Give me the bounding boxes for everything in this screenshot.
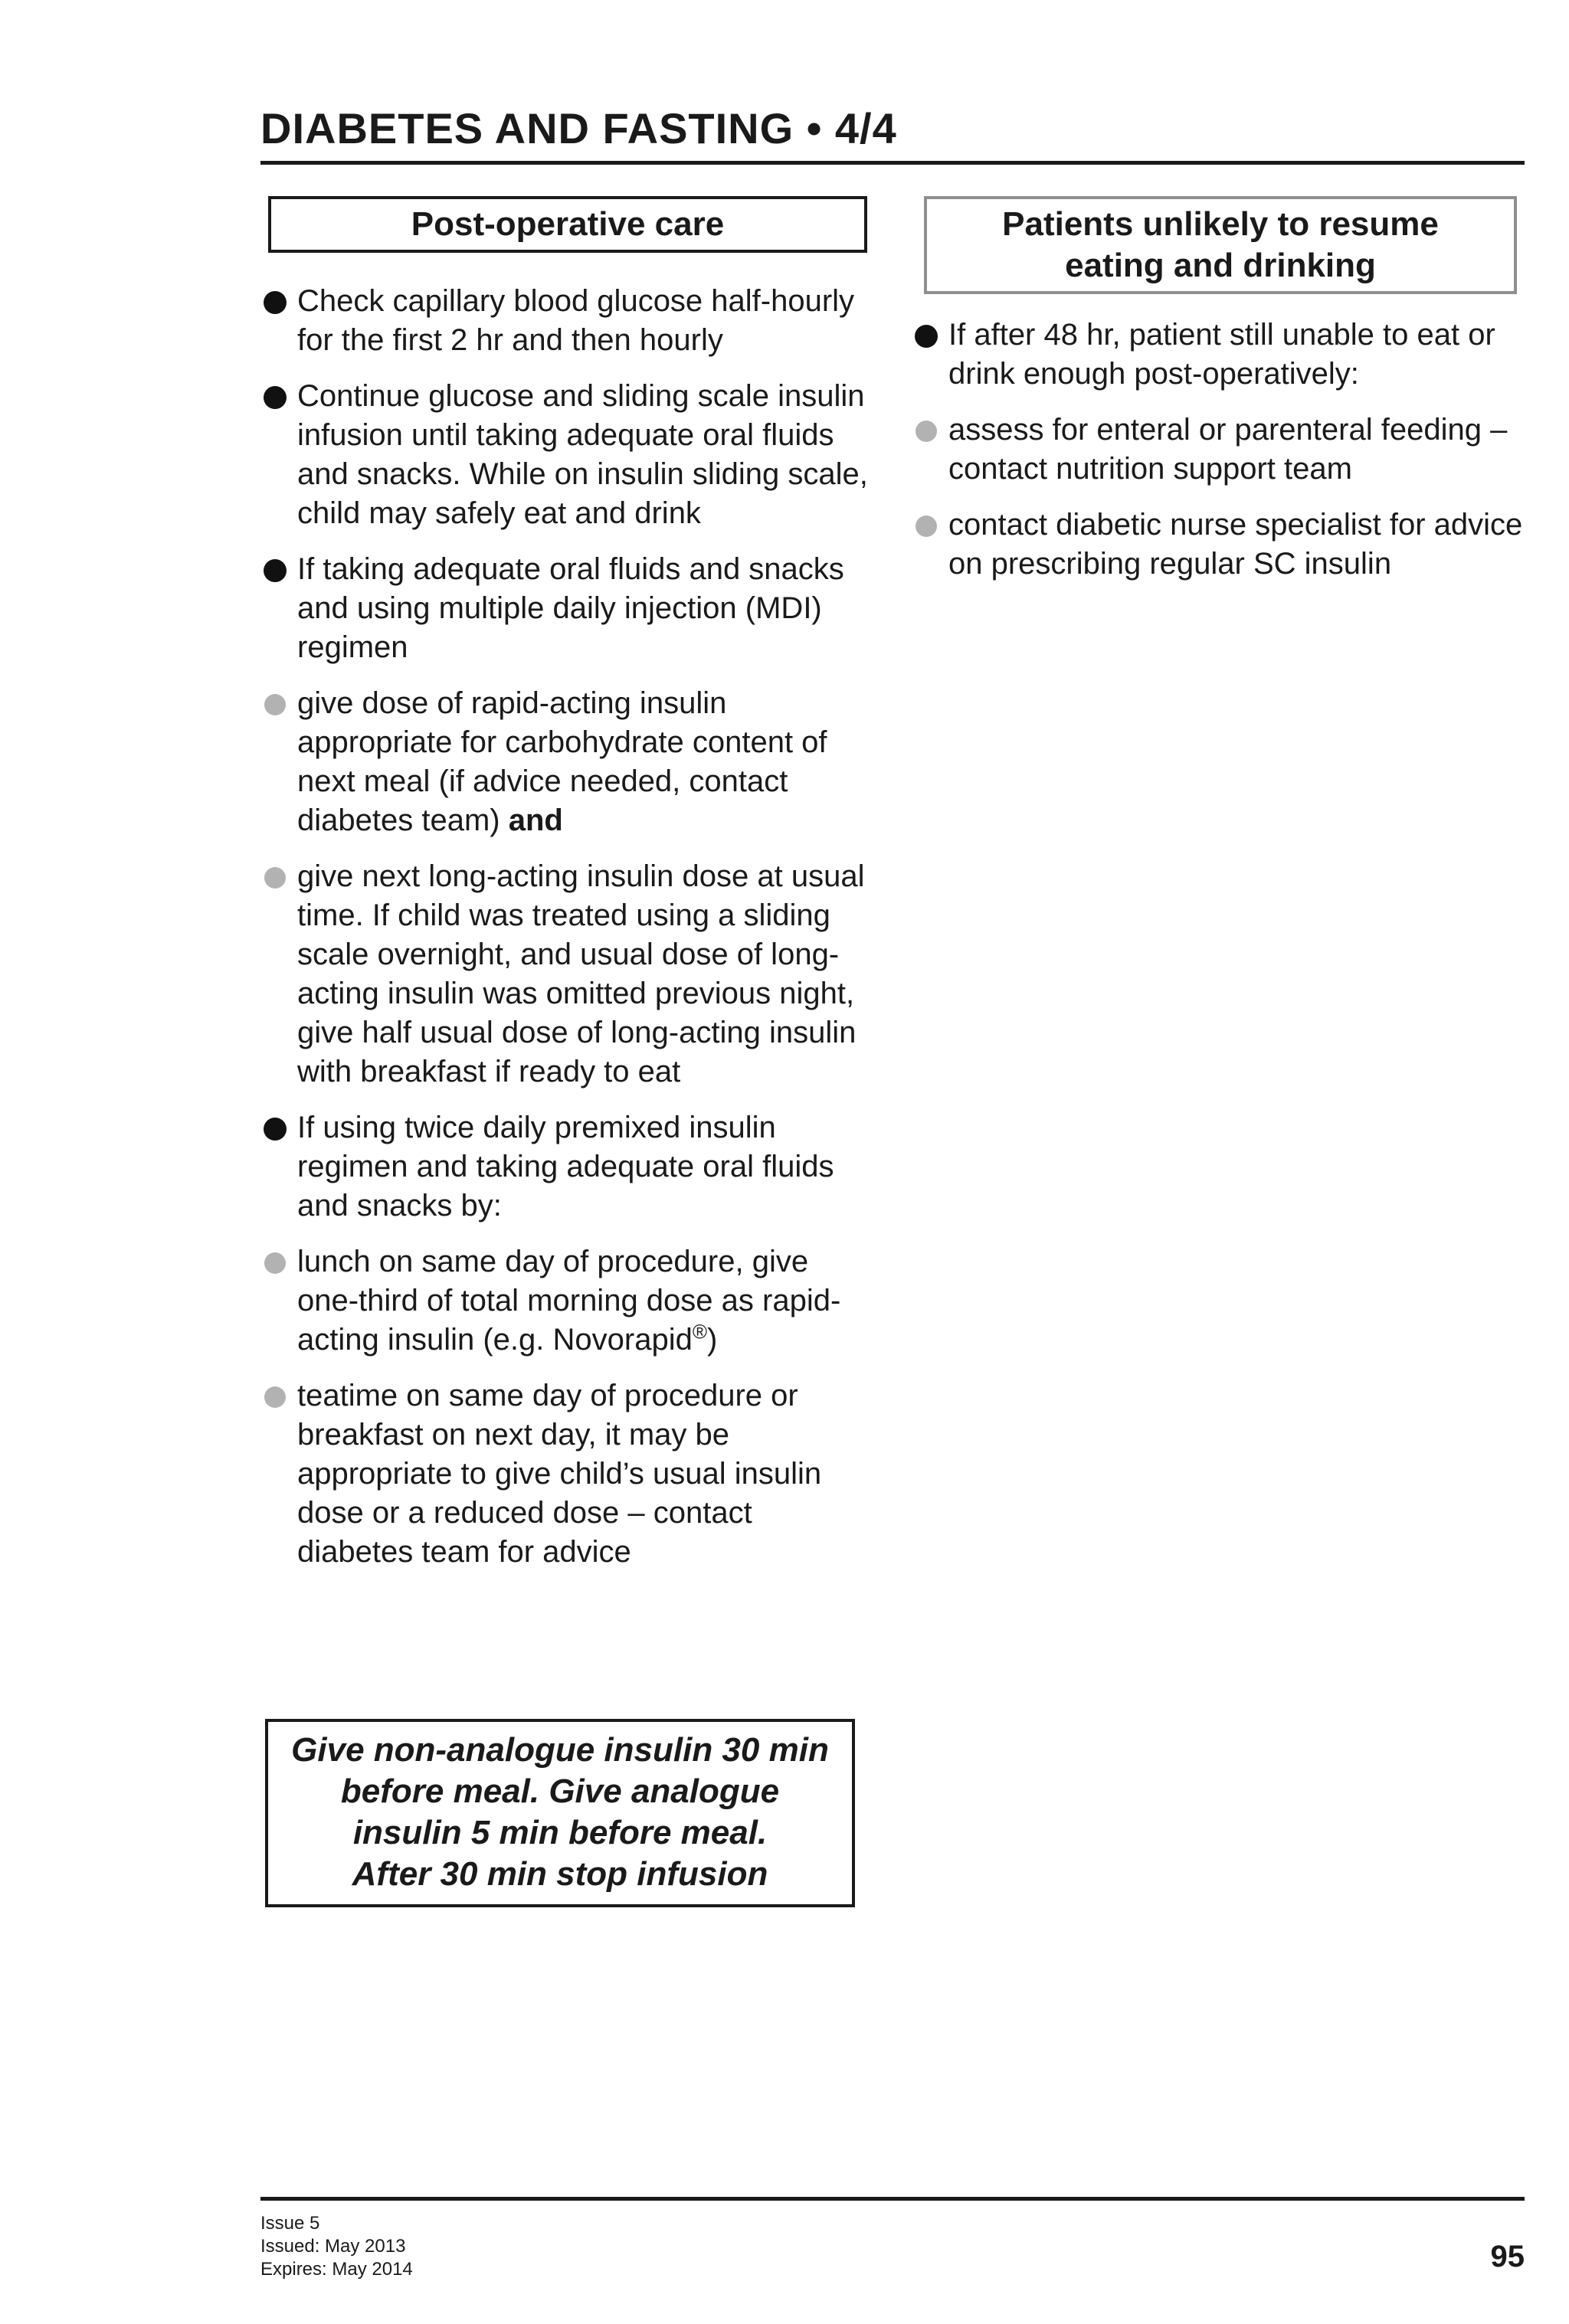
list-item-emphasis: and [508, 804, 563, 837]
page-title: DIABETES AND FASTING • 4/4 [260, 104, 897, 152]
list-item-text: give next long-acting insulin dose at usual time. If child was treated using a sliding scale overnight, and usual dose of long-acting insulin was omitted previous night, give half usual dose of long-acting insulin with breakfast if ready to eat [297, 859, 865, 1088]
list-item-text: If after 48 hr, patient still unable to eat or drink enough post-operatively: [948, 318, 1495, 391]
header-rule [260, 161, 1525, 165]
footer-rule [260, 2197, 1525, 2201]
heading-line: eating and drinking [1065, 247, 1376, 284]
list-item [260, 1376, 873, 1572]
black-bullet-icon [264, 559, 287, 582]
list-item-text: Continue glucose and sliding scale insulin infusion until taking adequate oral fluids and snacks. While on insulin sliding scale, child may safely eat and drink [297, 379, 868, 530]
list-item-text: If taking adequate oral fluids and snacks and using multiple daily injection (MDI) regimen [297, 552, 844, 664]
grey-bullet-icon [916, 421, 937, 442]
list-item [912, 506, 1525, 584]
grey-bullet-icon [264, 694, 286, 715]
black-bullet-icon [264, 386, 287, 409]
list-item-text: give dose of rapid-acting insulin appropriate for carbohydrate content of next meal (if advice needed, contact diabetes team) [297, 686, 827, 837]
list-item [260, 1108, 873, 1226]
post-operative-care-list [260, 282, 873, 1572]
note-line: insulin 5 min before meal. [352, 1814, 768, 1851]
black-bullet-icon [264, 1118, 287, 1141]
page-number: 95 [1490, 2240, 1525, 2273]
unlikely-to-resume-section [912, 196, 1525, 601]
list-item [260, 282, 873, 360]
unlikely-to-resume-list [912, 316, 1525, 584]
post-operative-care-heading: Post-operative care [268, 196, 867, 253]
list-item [260, 550, 873, 667]
list-item-text-tail: ) [707, 1323, 718, 1357]
list-item-text: assess for enteral or parenteral feeding – contact nutrition support team [948, 413, 1508, 486]
footer-info [260, 2212, 413, 2281]
black-bullet-icon [264, 291, 287, 314]
grey-bullet-icon [264, 867, 286, 889]
grey-bullet-icon [264, 1386, 286, 1408]
list-item [260, 1242, 873, 1360]
list-item-text: contact diabetic nurse specialist for advice on prescribing regular SC insulin [948, 508, 1523, 581]
black-bullet-icon [915, 325, 938, 348]
list-item-text: If using twice daily premixed insulin regimen and taking adequate oral fluids and snacks by: [297, 1111, 834, 1223]
list-item-text: teatime on same day of procedure or breakfast on next day, it may be appropriate to give child’s usual insulin dose or a reduced dose – contact diabetes team for advice [297, 1379, 822, 1569]
unlikely-to-resume-heading [924, 196, 1517, 294]
registered-mark: ® [692, 1320, 708, 1344]
grey-bullet-icon [916, 516, 937, 537]
expiry-date: Expires: May 2014 [260, 2259, 413, 2280]
note-line: After 30 min stop infusion [352, 1855, 768, 1893]
post-operative-care-section [260, 196, 873, 1589]
list-item [912, 316, 1525, 394]
issue-number: Issue 5 [260, 2213, 320, 2234]
list-item [260, 377, 873, 533]
issued-date: Issued: May 2013 [260, 2236, 406, 2257]
list-item [260, 684, 873, 840]
list-item-text: lunch on same day of procedure, give one-third of total morning dose as rapid-acting insulin (e.g. Novorapid [297, 1245, 841, 1357]
heading-line: Patients unlikely to resume [1002, 205, 1439, 243]
list-item-text: Check capillary blood glucose half-hourly for the first 2 hr and then hourly [297, 284, 855, 357]
note-line: before meal. Give analogue [340, 1772, 780, 1810]
list-item [260, 857, 873, 1092]
note-line: Give non-analogue insulin 30 min [291, 1731, 829, 1769]
list-item [912, 411, 1525, 489]
grey-bullet-icon [264, 1252, 286, 1274]
insulin-timing-note [265, 1719, 855, 1907]
